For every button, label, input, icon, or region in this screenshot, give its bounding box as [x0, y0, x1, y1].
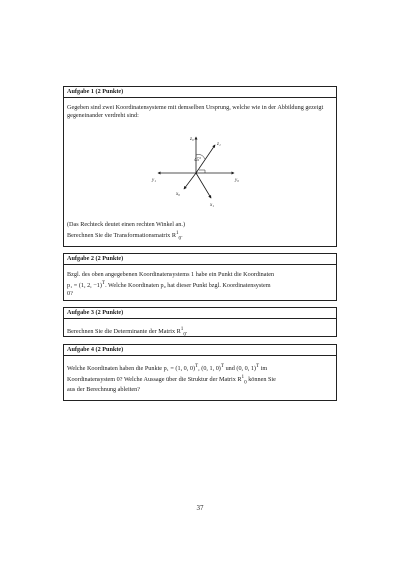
task-1-intro: Gegeben sind zwei Koordinatensysteme mit demselben Ursprung, welche wie in der Abbildung gezeigt gegeneinander verdreht sind: [67, 104, 324, 119]
task-3-text [67, 325, 333, 338]
task-2-line-2 [67, 279, 333, 290]
task-2-body [64, 265, 336, 300]
label-x1: x₁ [210, 203, 214, 208]
x1-axis [196, 173, 211, 198]
right-angle-marker [199, 170, 205, 173]
task-4-sup-c: T [255, 363, 260, 369]
task-2-box [63, 253, 337, 301]
task-4-text-a: Welche Koordinaten haben die Punkte p₁ = (1, 0, 0) [67, 365, 196, 373]
task-4-text-d: im [259, 365, 268, 373]
task-3-body [64, 319, 336, 340]
task-4-body [64, 356, 336, 396]
task-1-question-sub: 0 [178, 235, 182, 242]
task-4-line-3: aus der Berechnung ableiten? [67, 386, 141, 394]
task-3-sub: 0 [183, 331, 186, 338]
task-1-title: Aufgabe 1 (2 Punkte) [64, 87, 336, 98]
task-4-line-1 [67, 362, 333, 373]
task-3-title: Aufgabe 3 (2 Punkte) [64, 308, 336, 319]
task-2-line-1: Bzgl. des oben angegebenen Koordinatensystems 1 habe ein Punkt die Koordinaten [67, 271, 275, 278]
task-4-sup-b: T [220, 363, 225, 369]
task-4-text-b: , (0, 1, 0) [198, 365, 221, 373]
task-2-title: Aufgabe 2 (2 Punkte) [64, 254, 336, 265]
task-1-box [63, 86, 337, 247]
coordinate-systems-diagram [132, 131, 262, 211]
task-4-sub-e: 0 [244, 379, 247, 386]
label-y1: y₁ [152, 178, 156, 183]
task-1-question-text: Berechnen Sie die Transformationsmatrix R [67, 232, 176, 240]
task-2-line-3: 0? [67, 290, 73, 298]
label-angle: 45° [194, 158, 201, 163]
task-4-sup-e: 1 [241, 374, 245, 381]
task-4-box [63, 344, 337, 401]
task-3-end: . [185, 328, 188, 336]
label-z0: z₀ [190, 137, 194, 142]
task-1-question [67, 229, 185, 242]
x0-axis [184, 173, 196, 189]
task-3-text-main: Berechnen Sie die Determinante der Matrix R [67, 328, 181, 336]
task-4-sup-a: T [195, 363, 199, 369]
task-4-text-f: können Sie [246, 376, 276, 384]
task-3-sup: 1 [180, 326, 184, 332]
task-2-line-2-rest: . Welche Koordinaten p₀ hat dieser Punkt bzgl. Koordinatensystem [105, 282, 271, 290]
label-x0: x₀ [176, 192, 180, 197]
label-z1: z₁ [217, 142, 221, 147]
task-1-question-sup: 1 [175, 230, 179, 236]
task-4-text-c: und (0, 0, 1) [224, 365, 256, 373]
task-4-line-2 [67, 373, 333, 386]
task-1-body [64, 98, 336, 122]
task-1-note: (Das Rechteck deutet einen rechten Winkel an.) [67, 221, 186, 228]
label-y0: y₀ [235, 178, 239, 183]
task-1-question-end: . [181, 232, 183, 240]
task-2-point-sup: T [101, 280, 106, 286]
page-number: 37 [196, 504, 204, 512]
task-4-text-e: Koordinatensystem 0? Welche Aussage über die Struktur der Matrix R [67, 376, 242, 384]
task-4-title: Aufgabe 4 (2 Punkte) [64, 345, 336, 356]
task-3-box [63, 307, 337, 337]
task-1-after [67, 221, 185, 242]
task-2-point: p₁ = (1, 2, −1) [67, 282, 102, 290]
